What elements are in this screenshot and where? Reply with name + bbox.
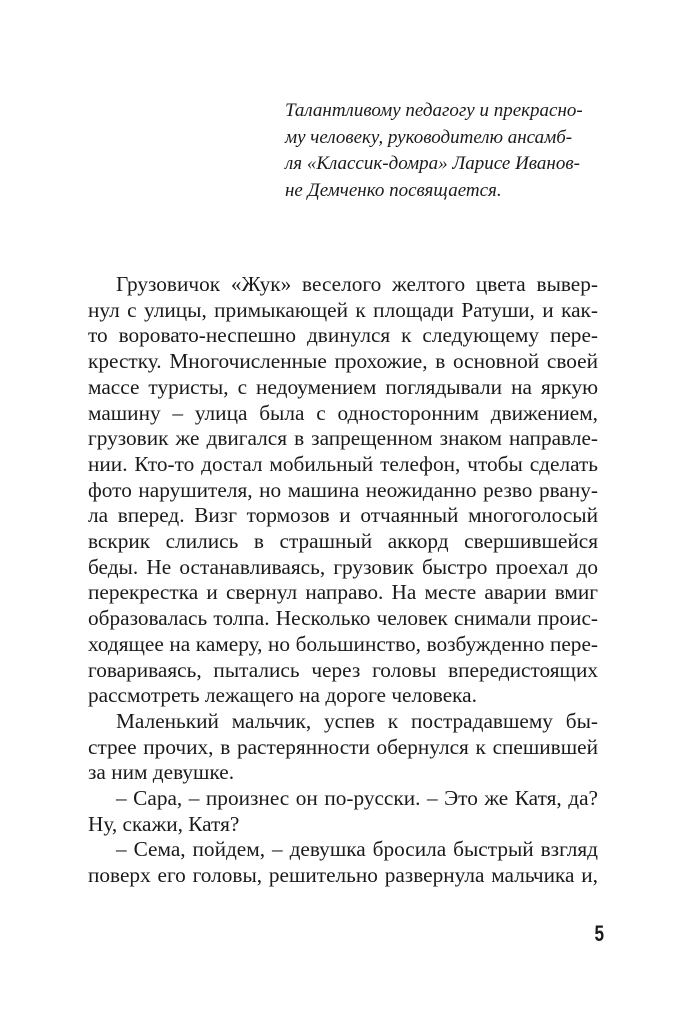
text-line: грузовик же двигался в запрещенном знаком направле-: [88, 426, 598, 451]
text-line: стрее прочих, в растерянности обернулся к спешившей: [88, 734, 598, 759]
text-line: массе туристы, с недоумением поглядывали на яркую: [88, 374, 598, 399]
text-line: машину – улица была с односторонним движением,: [88, 400, 598, 425]
text-line: фото нарушителя, но машина неожиданно резво рвану-: [88, 477, 598, 502]
text-line: Грузовичок «Жук» веселого желтого цвета вывер-: [116, 272, 598, 296]
text-line: Маленький мальчик, успев к пострадавшему бы-: [116, 708, 598, 733]
text-line: – Сема, пойдем, – девушка бросила быстрый взгляд: [116, 837, 598, 862]
epigraph-line: ля «Классик-домра» Ларисе Иванов-: [285, 153, 580, 174]
text-line: образовалась толпа. Несколько человек снимали проис-: [88, 606, 598, 631]
text-line: перекрестка и свернул направо. На месте аварии вмиг: [88, 580, 598, 605]
page-number: 5: [594, 921, 604, 946]
text-line: ла вперед. Визг тормозов и отчаянный многоголосый: [88, 503, 598, 528]
epigraph-dedication: [285, 98, 615, 204]
epigraph-line: му человеку, руководителю ансамб-: [285, 126, 573, 148]
epigraph-line: Талантливому педагогу и прекрасно-: [285, 100, 583, 121]
text-line: крестку. Многочисленные прохожие, в основной своей: [88, 349, 598, 374]
text-line: нии. Кто-то достал мобильный телефон, чтобы сделать: [88, 451, 598, 476]
text-line: поверх его головы, решительно развернула мальчика и,: [88, 863, 598, 888]
epigraph-line: не Демченко посвящается.: [285, 179, 502, 201]
text-line: за ним девушке.: [88, 760, 235, 785]
text-line: Ну, скажи, Катя?: [88, 811, 240, 836]
text-line: рассмотреть лежащего на дороге человека.: [88, 683, 477, 708]
text-line: то воровато-неспешно двинулся к следующему пере-: [88, 323, 598, 348]
text-line: нул с улицы, примыкающей к площади Ратуши, и как-: [88, 297, 598, 322]
text-line: говариваясь, пытались через головы впередистоящих: [88, 657, 598, 682]
text-line: беды. Не останавливаясь, грузовик быстро проехал до: [88, 554, 598, 579]
text-line: ходящее на камеру, но большинство, возбужденно пере-: [88, 631, 598, 656]
text-line: – Сара, – произнес он по-русски. – Это же Катя, да?: [116, 786, 598, 811]
text-line: вскрик слились в страшный аккорд свершившейся: [88, 529, 598, 554]
main-text: [88, 272, 598, 889]
